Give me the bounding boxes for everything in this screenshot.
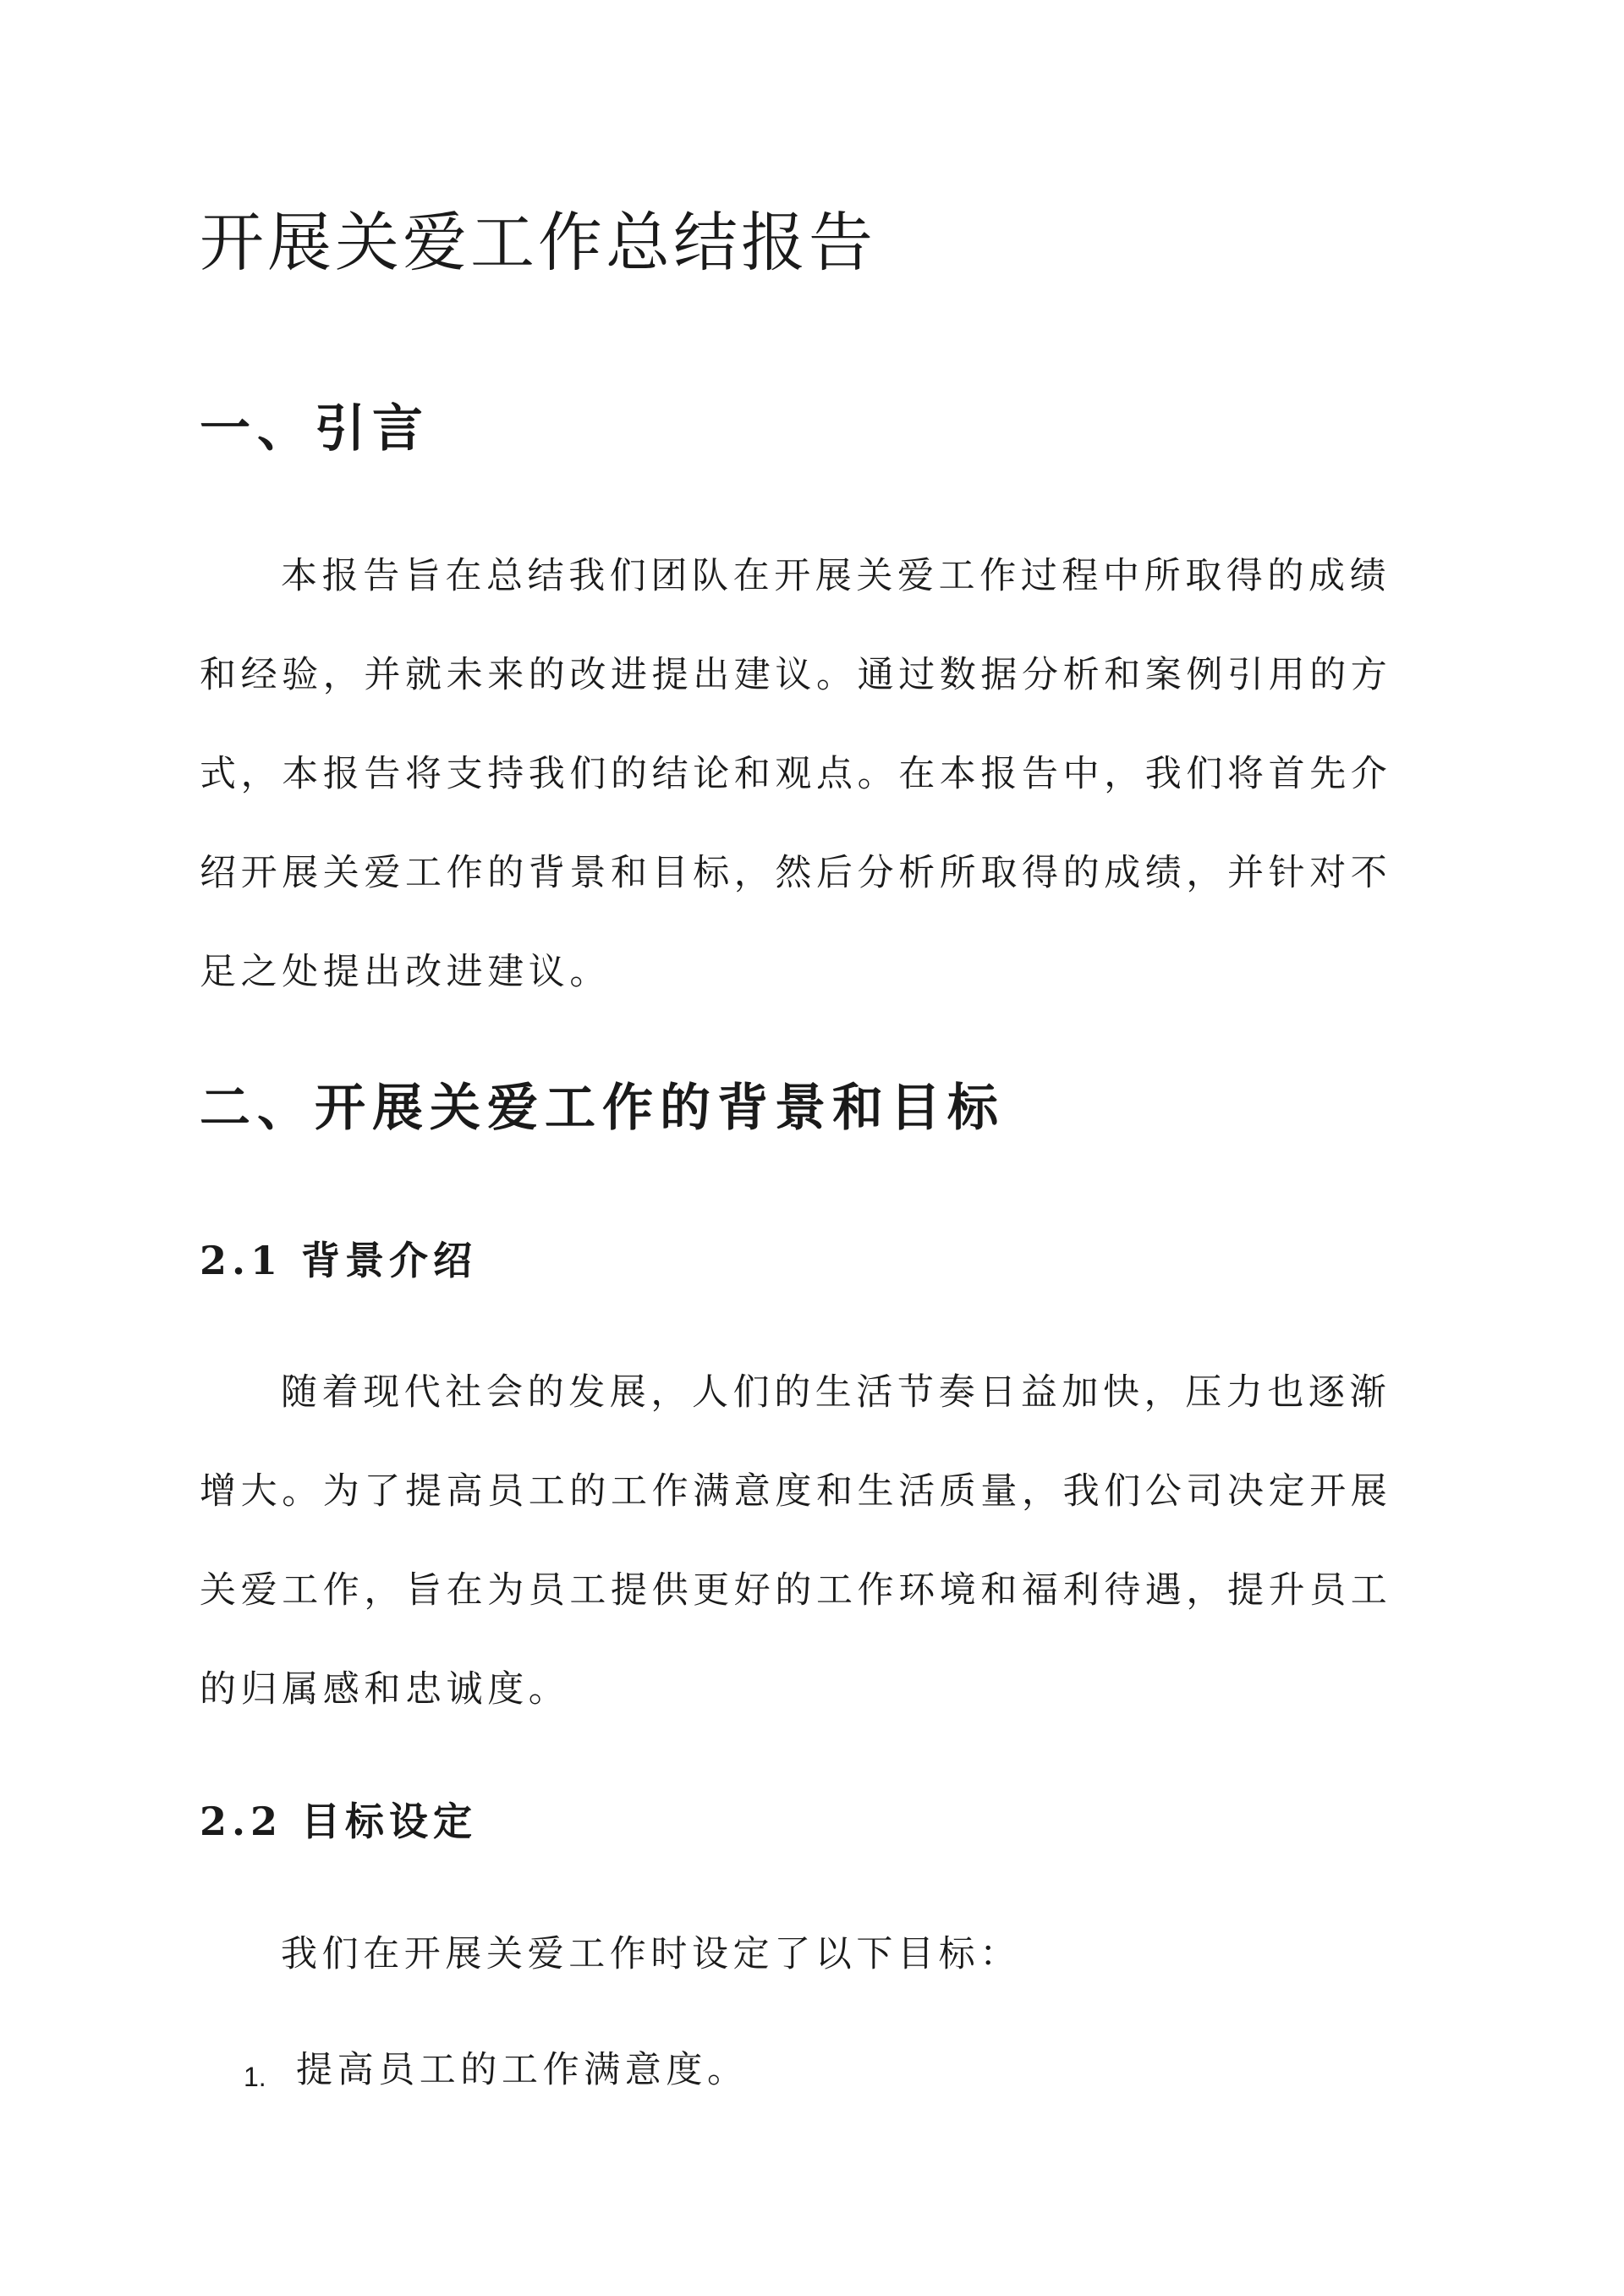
paragraph-line: 增大。为了提高员工的工作满意度和生活质量，我们公司决定开展 (200, 1470, 1392, 1513)
list-item-text: 提高员工的工作满意度。 (296, 2049, 749, 2091)
document-title: 开展关爱工作总结报告 (200, 205, 876, 280)
paragraph-line: 本报告旨在总结我们团队在开展关爱工作过程中所取得的成绩 (281, 555, 1391, 597)
paragraph-line: 足之处提出改进建议。 (200, 951, 611, 993)
subsection-heading-background: 2.1 背景介绍 (200, 1238, 478, 1283)
introduction-paragraph (200, 527, 1426, 1022)
subsection-heading-goals: 2.2 目标设定 (200, 1799, 478, 1844)
section-heading-introduction: 一、引言 (200, 399, 430, 459)
paragraph-line: 关爱工作，旨在为员工提供更好的工作环境和福利待遇，提升员工 (200, 1569, 1392, 1612)
paragraph-line: 的归属感和忠诚度。 (200, 1668, 570, 1711)
paragraph-line: 我们在开展关爱工作时设定了以下目标： (281, 1933, 1021, 1975)
paragraph-line: 式，本报告将支持我们的结论和观点。在本报告中，我们将首先介 (200, 753, 1392, 795)
list-item (200, 2041, 1426, 2100)
background-paragraph (200, 1343, 1426, 1739)
goals-intro-paragraph (200, 1905, 1426, 2004)
section-heading-background-goals: 二、开展关爱工作的背景和目标 (200, 1079, 1005, 1138)
paragraph-line: 绍开展关爱工作的背景和目标，然后分析所取得的成绩，并针对不 (200, 852, 1392, 894)
list-item-number: 1. (244, 2062, 266, 2092)
paragraph-line: 随着现代社会的发展，人们的生活节奏日益加快，压力也逐渐 (281, 1371, 1391, 1414)
paragraph-line: 和经验，并就未来的改进提出建议。通过数据分析和案例引用的方 (200, 654, 1392, 696)
